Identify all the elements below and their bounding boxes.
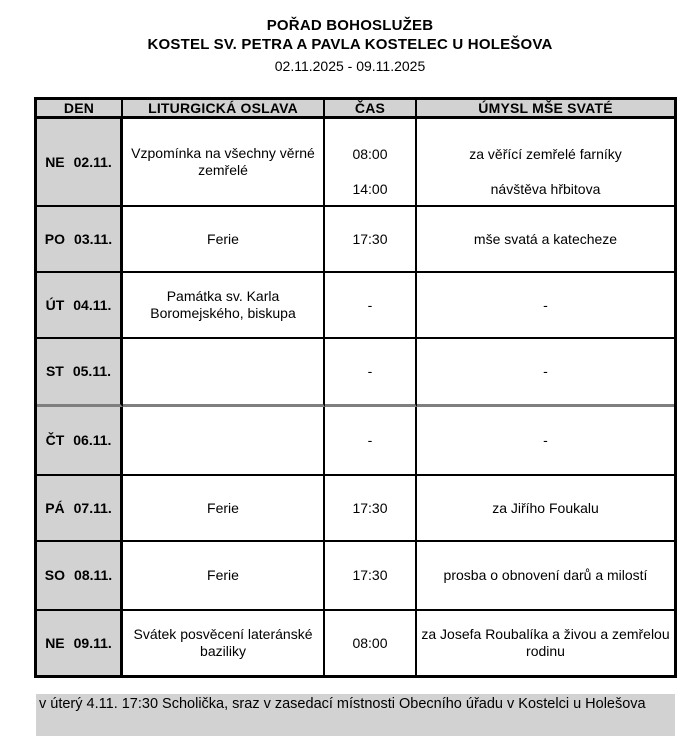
day-abbrev: SO: [44, 567, 66, 583]
document-header: [0, 16, 700, 76]
intention-entry: návštěva hřbitova: [490, 181, 601, 197]
day-cell: [37, 611, 123, 675]
time-cell: 08:00: [325, 611, 417, 675]
intention-cell: -: [417, 339, 674, 407]
day-cell: [37, 542, 123, 611]
day-date: 05.11.: [72, 363, 112, 379]
church-name: KOSTEL SV. PETRA A PAVLA KOSTELEC U HOLEŠOVA: [147, 36, 553, 53]
celebration-cell: Ferie: [123, 542, 325, 611]
time-cell: -: [325, 407, 417, 476]
day-abbrev: NE: [45, 634, 65, 651]
day-date: 04.11.: [73, 296, 112, 313]
celebration-cell: Památka sv. Karla Boromejského, biskupa: [123, 273, 325, 339]
header-cell-den: DEN: [37, 100, 123, 119]
day-date: 02.11.: [73, 153, 112, 170]
date-range: 02.11.2025 - 09.11.2025: [274, 58, 426, 74]
header-cell-cas: ČAS: [325, 100, 417, 119]
intention-cell: mše svatá a katecheze: [417, 207, 674, 273]
day-abbrev: PO: [44, 230, 66, 247]
celebration-cell: Vzpomínka na všechny věrné zemřelé: [123, 119, 325, 207]
day-cell: [37, 207, 123, 273]
intention-cell: za Josefa Roubalíka a živou a zemřelou rodinu: [421, 626, 670, 659]
time-cell: [325, 119, 417, 207]
day-date: 07.11.: [73, 499, 112, 516]
document-title: POŘAD BOHOSLUŽEB: [266, 17, 434, 34]
time-entry: 08:00: [352, 146, 388, 162]
day-abbrev: PÁ: [45, 499, 65, 516]
time-cell: -: [325, 273, 417, 339]
day-date: 09.11.: [73, 634, 112, 651]
celebration-cell: [123, 339, 325, 407]
time-entry: 14:00: [352, 181, 388, 197]
day-abbrev: NE: [45, 153, 65, 170]
day-abbrev: ST: [45, 363, 64, 379]
schedule-table: [34, 97, 677, 678]
footer-note: v úterý 4.11. 17:30 Scholička, sraz v zasedací místnosti Obecního úřadu v Kostelci u Holešova: [36, 694, 675, 736]
celebration-cell: Ferie: [123, 476, 325, 542]
day-abbrev: ÚT: [45, 296, 65, 313]
time-cell: 17:30: [325, 207, 417, 273]
time-cell: 17:30: [325, 476, 417, 542]
intention-cell: [417, 119, 674, 207]
day-cell: [37, 476, 123, 542]
intention-cell: za Jiřího Foukalu: [417, 476, 674, 542]
day-date: 08.11.: [74, 567, 113, 583]
time-cell: -: [325, 339, 417, 407]
day-cell: [37, 273, 123, 339]
celebration-cell: [123, 407, 325, 476]
day-cell: [37, 407, 123, 476]
day-cell: [37, 339, 123, 407]
intention-cell: -: [417, 273, 674, 339]
day-date: 06.11.: [73, 432, 112, 448]
day-date: 03.11.: [74, 230, 113, 247]
celebration-cell: Svátek posvěcení lateránské baziliky: [123, 611, 325, 675]
day-cell: [37, 119, 123, 207]
header-cell-liturgicka-oslava: LITURGICKÁ OSLAVA: [123, 100, 325, 119]
celebration-cell: Ferie: [123, 207, 325, 273]
intention-cell: prosba o obnovení darů a milostí: [417, 542, 674, 611]
header-cell-umysl-mse-svate: ÚMYSL MŠE SVATÉ: [417, 100, 674, 119]
intention-entry: za věřící zemřelé farníky: [469, 146, 622, 162]
day-abbrev: ČT: [45, 432, 65, 448]
intention-cell: -: [417, 407, 674, 476]
time-cell: 17:30: [325, 542, 417, 611]
